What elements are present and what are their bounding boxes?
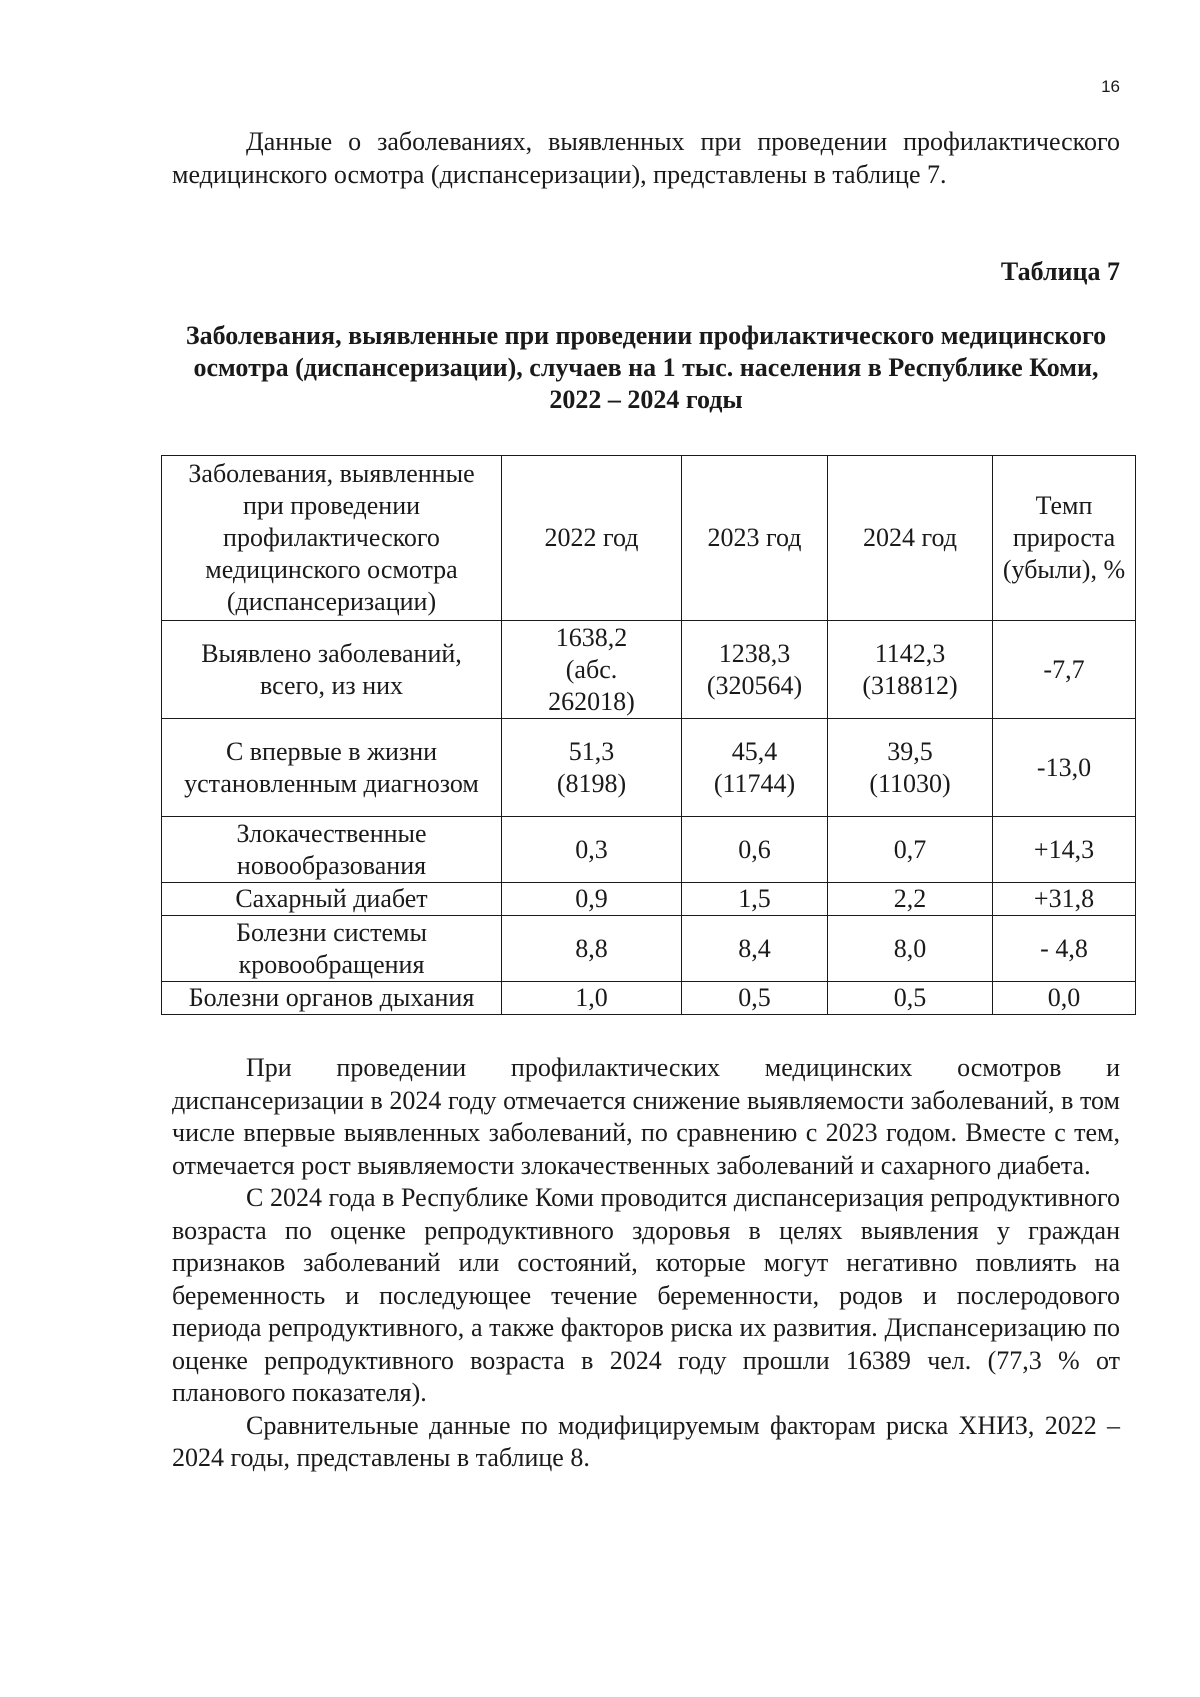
row-name: Болезни органов дыхания bbox=[162, 982, 502, 1015]
cell-2024: 0,5 bbox=[828, 982, 993, 1015]
cell-2022: 8,8 bbox=[502, 916, 682, 982]
cell-change: -13,0 bbox=[993, 719, 1136, 817]
cell-change: 0,0 bbox=[993, 982, 1136, 1015]
table-row bbox=[162, 817, 1136, 883]
cell-2023: 1238,3 (320564) bbox=[682, 621, 828, 719]
cell-2024: 1142,3 (318812) bbox=[828, 621, 993, 719]
header-2024: 2024 год bbox=[828, 456, 993, 621]
table-header-row bbox=[162, 456, 1136, 621]
cell-2023: 45,4 (11744) bbox=[682, 719, 828, 817]
table-row bbox=[162, 883, 1136, 916]
paragraph-table8-ref: Сравнительные данные по модифицируемым факторам риска ХНИЗ, 2022 – 2024 годы, представлены в таблице 8. bbox=[172, 1410, 1120, 1472]
diseases-table bbox=[161, 455, 1136, 1015]
cell-change: - 4,8 bbox=[993, 916, 1136, 982]
cell-change: +31,8 bbox=[993, 883, 1136, 916]
header-2023: 2023 год bbox=[682, 456, 828, 621]
header-disease: Заболевания, выявленные при проведении профилактического медицинского осмотра (диспансеризации) bbox=[162, 456, 502, 621]
cell-change: -7,7 bbox=[993, 621, 1136, 719]
cell-2024: 8,0 bbox=[828, 916, 993, 982]
cell-2023: 0,5 bbox=[682, 982, 828, 1015]
intro-paragraph: Данные о заболеваниях, выявленных при проведении профилактического медицинского осмотра (диспансеризации), представлены в таблице 7. bbox=[172, 127, 1120, 189]
table-row bbox=[162, 719, 1136, 817]
cell-2022: 1638,2 (абс. 262018) bbox=[502, 621, 682, 719]
body-text bbox=[172, 1052, 1120, 1475]
row-name: Сахарный диабет bbox=[162, 883, 502, 916]
header-2022: 2022 год bbox=[502, 456, 682, 621]
cell-2023: 8,4 bbox=[682, 916, 828, 982]
table-row bbox=[162, 621, 1136, 719]
table-label: Таблица 7 bbox=[1000, 257, 1120, 286]
cell-2023: 0,6 bbox=[682, 817, 828, 883]
paragraph-reproductive: С 2024 года в Республике Коми проводится диспансеризация репродуктивного возраста по оценке репродуктивного здоровья в целях выявления у граждан признаков заболеваний или состояний, которые могут негативно повлиять на беременность и последующее течение беременности, родов и послеродового периода репродуктивного, а также факторов риска их развития. Диспансеризацию по оценке репродуктивного возраста в 2024 году прошли 16389 чел. (77,3 % от планового показателя). bbox=[172, 1183, 1120, 1407]
cell-2022: 1,0 bbox=[502, 982, 682, 1015]
row-name: Выявлено заболеваний, всего, из них bbox=[162, 621, 502, 719]
paragraph-findings: При проведении профилактических медицинских осмотров и диспансеризации в 2024 году отмечается снижение выявляемости заболеваний, в том числе впервые выявленных заболеваний, по сравнению с 2023 годом. Вместе с тем, отмечается рост выявляемости злокачественных заболеваний и сахарного диабета. bbox=[172, 1053, 1120, 1180]
cell-2024: 2,2 bbox=[828, 883, 993, 916]
cell-change: +14,3 bbox=[993, 817, 1136, 883]
row-name: Злокачественные новообразования bbox=[162, 817, 502, 883]
table-title: Заболевания, выявленные при проведении профилактического медицинского осмотра (диспансеризации), случаев на 1 тыс. населения в Республике Коми, 2022 – 2024 годы bbox=[185, 321, 1107, 414]
row-name: Болезни системы кровообращения bbox=[162, 916, 502, 982]
table-row bbox=[162, 982, 1136, 1015]
cell-2022: 0,3 bbox=[502, 817, 682, 883]
cell-2022: 51,3 (8198) bbox=[502, 719, 682, 817]
header-change: Темп прироста (убыли), % bbox=[993, 456, 1136, 621]
table-row bbox=[162, 916, 1136, 982]
page-number: 16 bbox=[1101, 77, 1120, 96]
cell-2023: 1,5 bbox=[682, 883, 828, 916]
row-name: С впервые в жизни установленным диагнозом bbox=[162, 719, 502, 817]
cell-2024: 0,7 bbox=[828, 817, 993, 883]
cell-2022: 0,9 bbox=[502, 883, 682, 916]
cell-2024: 39,5 (11030) bbox=[828, 719, 993, 817]
